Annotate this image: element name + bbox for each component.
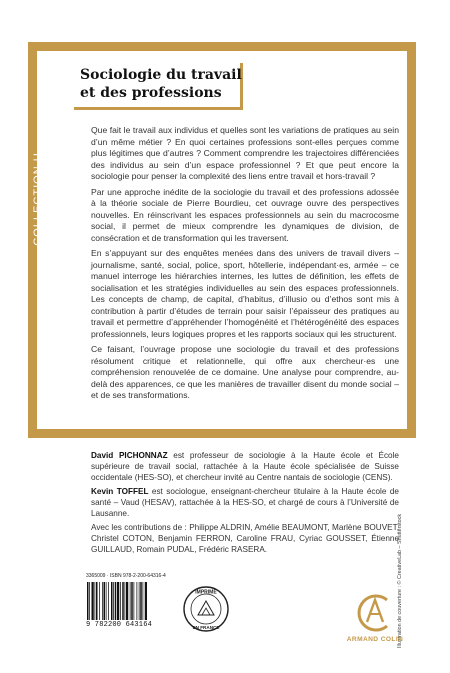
barcode-bar: [89, 582, 90, 620]
barcode-isbn: 3365009 · ISBN 978-2-200-64316-4: [86, 573, 166, 579]
barcode-bar: [102, 582, 103, 620]
barcode-bar: [120, 582, 121, 620]
barcode-bar: [117, 582, 119, 620]
imprime-top-text: IMPRIMÉ: [195, 589, 217, 596]
barcode-bar: [111, 582, 113, 620]
barcode: [86, 573, 172, 631]
credit-text: Illustration de couverture : © CreativeLab – Shutterstock: [397, 513, 403, 648]
publisher-name: ARMAND COLIN: [346, 636, 404, 643]
barcode-bar: [106, 582, 107, 620]
barcode-bar: [126, 582, 128, 620]
barcode-bar: [143, 582, 144, 620]
author-bio: [91, 450, 399, 483]
title-line: Sociologie du travail: [80, 67, 242, 83]
barcode-bar: [115, 582, 117, 620]
blurb: [91, 125, 399, 406]
barcode-bar: [95, 582, 96, 620]
blurb-paragraph: Ce faisant, l’ouvrage propose une sociologie du travail et des professions résolument critique et relationnelle, qui offre aux chercheur·es une compréhension renouvelée de ce domaine. Une analyse pour comprendre, au-delà des apparences, ce que les manières de travailler disent du monde social – et de ses transformations.: [91, 344, 399, 400]
collection-label: [30, 123, 44, 293]
author-bio: [91, 486, 399, 519]
barcode-number: 9 782200 643164: [86, 621, 153, 629]
imprime-bottom-text: EN FRANCE: [192, 625, 220, 630]
barcode-bar: [140, 582, 142, 620]
authors-section: [91, 450, 399, 558]
author-name: Kevin TOFFEL: [91, 487, 149, 496]
barcode-bar: [130, 582, 131, 620]
author-name: David PICHONNAZ: [91, 451, 168, 460]
barcode-bars: [86, 582, 172, 620]
barcode-bar: [125, 582, 126, 620]
imprime-en-france-seal: [182, 585, 230, 633]
barcode-bar: [134, 582, 135, 620]
title-line: et des professions: [80, 85, 222, 101]
barcode-bar: [96, 582, 98, 620]
barcode-bar: [145, 582, 147, 620]
barcode-bar: [104, 582, 106, 620]
blurb-paragraph: Par une approche inédite de la sociologie du travail et des professions adossée à la théorie sociale de Pierre Bourdieu, cet ouvrage ouvre des perspectives nouvelles. En réinscrivant les espaces professionnels au sein du macrocosme social, il permet de mieux comprendre les dynamiques de division, de consécration et de transformation qui les traversent.: [91, 186, 399, 243]
barcode-bar: [87, 582, 89, 620]
contributors: Avec les contributions de : Philippe ALDRIN, Amélie BEAUMONT, Marlène BOUVET, Christel COTON, Benjamin FERRON, Caroline FRAU, Cyriac GOUSSET, Étienne GUILLAUD, Romain PUDAL, Frédéric RASERA.: [91, 523, 399, 554]
author-text: est professeur de sociologie à la Haute école et École supérieure de travail social, rattachée à la Haute école spécialisée de Suisse occidentale (HES-SO), et chercheur invité au Centre nantais de sociologie (CENS).: [91, 451, 399, 482]
armand-colin-icon: [353, 590, 397, 634]
barcode-bar: [131, 582, 133, 620]
blurb-paragraph: Que fait le travail aux individus et quelles sont les variations de pratiques au sein d’un même métier ? En quoi certaines professions sont-elles perçues comme plus légitimes que d’autres ? Comment comprendre les trajectoires différenciées des individus au sein d’un espace professionnel ? Et que peut encore la sociologie pour penser la complexité des liens entre travail et hors-travail ?: [91, 125, 399, 181]
barcode-bar: [92, 582, 94, 620]
publisher-logo: [339, 590, 411, 643]
barcode-bar: [137, 582, 138, 620]
collection-label-text: COLLECTION U: [32, 152, 44, 246]
barcode-bar: [113, 582, 114, 620]
barcode-bar: [122, 582, 124, 620]
barcode-bar: [108, 582, 109, 620]
blurb-paragraph: En s’appuyant sur des enquêtes menées dans des univers de travail divers – journalisme, santé, social, police, sport, hôtellerie, indépendant·es, armée – ce manuel interroge les hiérarchies internes, les luttes de définition, les effets de socialisation et les stratégies individuelles au sein des espaces professionnels. Les concepts de champ, de capital, d’habitus, d’illusio ou d’ethos sont mis à contribution à partir d’études de terrain pour saisir l’épaisseur des pratiques au travail et permettre d’appréhender l’homogénéité et l’hétérogénéité des espaces professionnels, leurs logiques propres et les rapports sociaux qui les structurent.: [91, 248, 399, 339]
barcode-bar: [99, 582, 100, 620]
book-title: [80, 66, 260, 102]
barcode-bar: [139, 582, 140, 620]
author-text: est sociologue, enseignant-chercheur titulaire à la Haute école de santé – Vaud (HESAV), rattachée à la HES-SO, et chargé de cours à l’Université de Lausanne.: [91, 487, 399, 518]
